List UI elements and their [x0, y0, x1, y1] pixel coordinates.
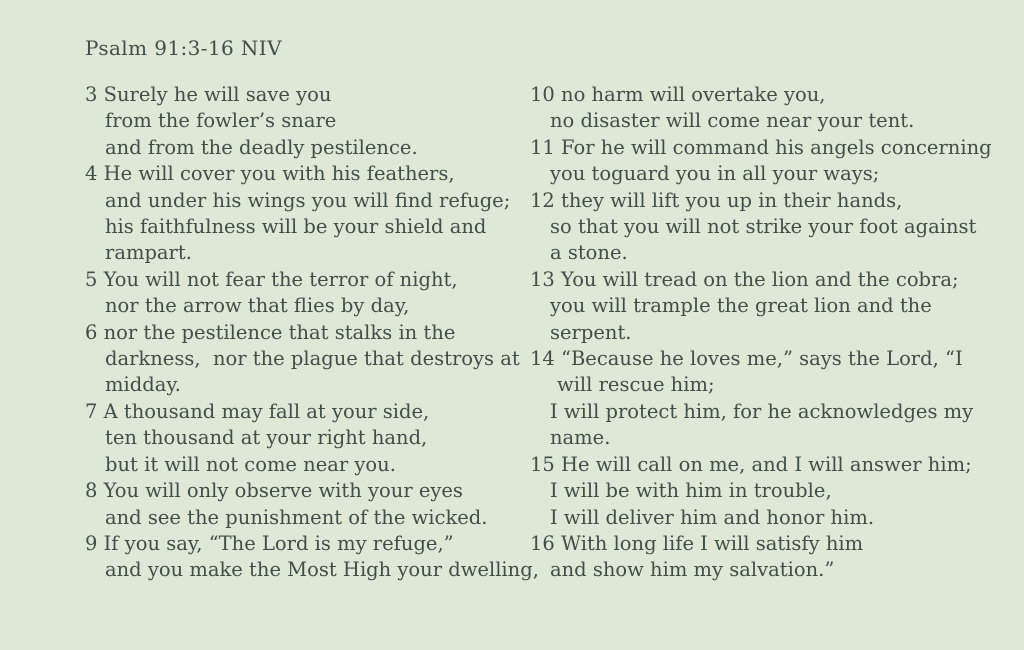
- verse-line: I will protect him, for he acknowledges my: [550, 399, 974, 423]
- verse-line: a stone.: [550, 241, 628, 265]
- verse-column-right: [530, 82, 1004, 584]
- verse-line: 7 A thousand may fall at your side,: [85, 399, 430, 423]
- verse-line: 13 You will tread on the lion and the cobra;: [530, 267, 959, 291]
- verse-line: rampart.: [105, 241, 192, 265]
- verse-line: will rescue him;: [557, 373, 715, 397]
- verse-line: 4 He will cover you with his feathers,: [85, 162, 455, 186]
- verse-line: I will be with him in trouble,: [550, 479, 832, 503]
- verse-line: ten thousand at your right hand,: [105, 426, 428, 450]
- verse-line: 15 He will call on me, and I will answer him;: [530, 452, 972, 476]
- verse-line: 10 no harm will overtake you,: [530, 83, 826, 106]
- verse-line: 6 nor the pestilence that stalks in the: [85, 320, 456, 344]
- verse-line: 5 You will not fear the terror of night,: [85, 267, 458, 291]
- passage-title: Psalm 91:3-16 NIV: [85, 36, 282, 60]
- verse-line: serpent.: [550, 320, 632, 344]
- verse-line: and see the punishment of the wicked.: [105, 505, 488, 529]
- verse-line: so that you will not strike your foot against: [550, 215, 977, 239]
- verse-line: and show him my salvation.”: [550, 558, 835, 582]
- verse-line: his faithfulness will be your shield and: [105, 215, 487, 239]
- verse-line: 16 With long life I will satisfy him: [530, 531, 864, 555]
- verse-line: but it will not come near you.: [105, 452, 396, 476]
- verse-line: you toguard you in all your ways;: [550, 162, 880, 186]
- verse-line: and you make the Most High your dwelling,: [105, 558, 539, 582]
- verse-line: and under his wings you will find refuge;: [105, 188, 511, 212]
- verse-line: no disaster will come near your tent.: [550, 109, 915, 133]
- verse-line: nor the arrow that flies by day,: [105, 294, 410, 318]
- verse-line: and from the deadly pestilence.: [105, 135, 418, 159]
- verse-line: 3 Surely he will save you: [85, 83, 332, 106]
- verse-line: 8 You will only observe with your eyes: [85, 479, 463, 503]
- verse-line: darkness, nor the plague that destroys at: [105, 347, 520, 371]
- verse-column-left: [85, 82, 539, 584]
- verse-line: you will trample the great lion and the: [550, 294, 932, 318]
- verse-line: 14 “Because he loves me,” says the Lord, “I: [530, 347, 963, 371]
- verse-line: 9 If you say, “The Lord is my refuge,”: [85, 531, 454, 555]
- passage-columns: [85, 82, 1004, 584]
- verse-line: I will deliver him and honor him.: [550, 505, 875, 529]
- verse-line: name.: [550, 426, 611, 450]
- verse-line: 12 they will lift you up in their hands,: [530, 188, 903, 212]
- verse-line: midday.: [105, 373, 181, 397]
- verse-line: 11 For he will command his angels concerning: [530, 135, 992, 159]
- verse-line: from the fowler’s snare: [105, 109, 337, 133]
